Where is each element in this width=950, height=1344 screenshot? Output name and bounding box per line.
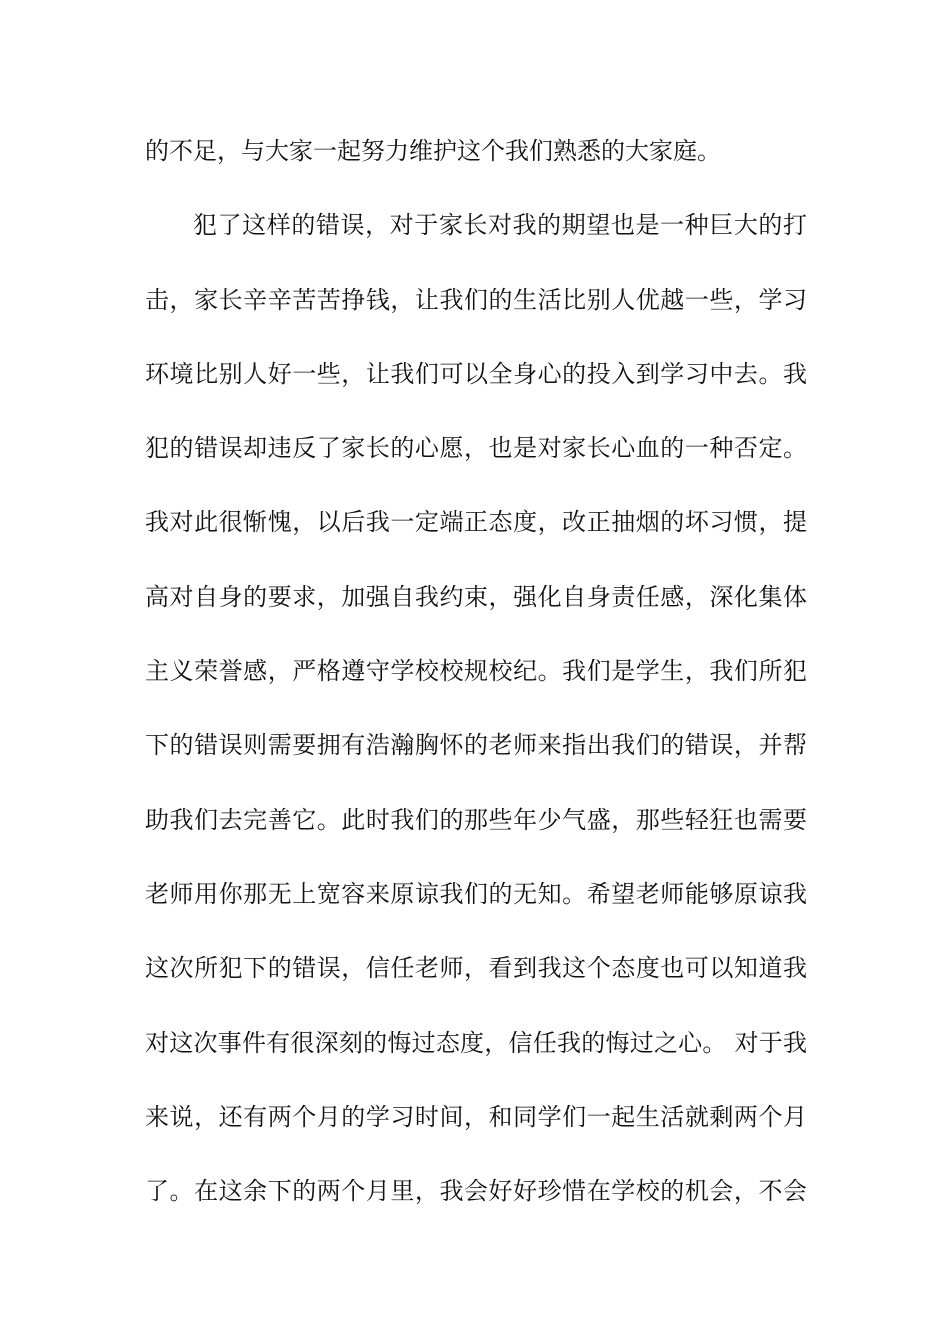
text-line: 下的错误则需要拥有浩瀚胸怀的老师来指出我们的错误，并帮: [145, 731, 807, 760]
text-line: 的不足，与大家一起努力维护这个我们熟悉的大家庭。: [145, 137, 721, 165]
text-line: 助我们去完善它。此时我们的那些年少气盛，那些轻狂也需要: [145, 805, 807, 834]
text-line: 主义荣誉感，严格遵守学校校规校纪。我们是学生，我们所犯: [145, 657, 807, 686]
text-line: 环境比别人好一些，让我们可以全身心的投入到学习中去。我: [145, 359, 807, 388]
body-text: [145, 127, 807, 1241]
text-line: 这次所犯下的错误，信任老师，看到我这个态度也可以知道我: [145, 954, 807, 983]
text-line: 对这次事件有很深刻的悔过态度，信任我的悔过之心。 对于我: [145, 1028, 807, 1057]
text-line: 我对此很惭愧，以后我一定端正态度，改正抽烟的坏习惯，提: [145, 508, 807, 537]
text-line: 高对自身的要求，加强自我约束，强化自身责任感，深化集体: [145, 582, 807, 611]
text-line: 击，家长辛辛苦苦挣钱，让我们的生活比别人优越一些，学习: [145, 285, 807, 314]
text-line: 老师用你那无上宽容来原谅我们的无知。希望老师能够原谅我: [145, 879, 807, 908]
text-line: 犯的错误却违反了家长的心愿，也是对家长心血的一种否定。: [145, 434, 807, 463]
text-line: 来说，还有两个月的学习时间，和同学们一起生活就剩两个月: [145, 1102, 807, 1131]
text-line: 了。在这余下的两个月里，我会好好珍惜在学校的机会，不会: [145, 1177, 807, 1206]
text-line: 犯了这样的错误，对于家长对我的期望也是一种巨大的打: [193, 211, 807, 240]
